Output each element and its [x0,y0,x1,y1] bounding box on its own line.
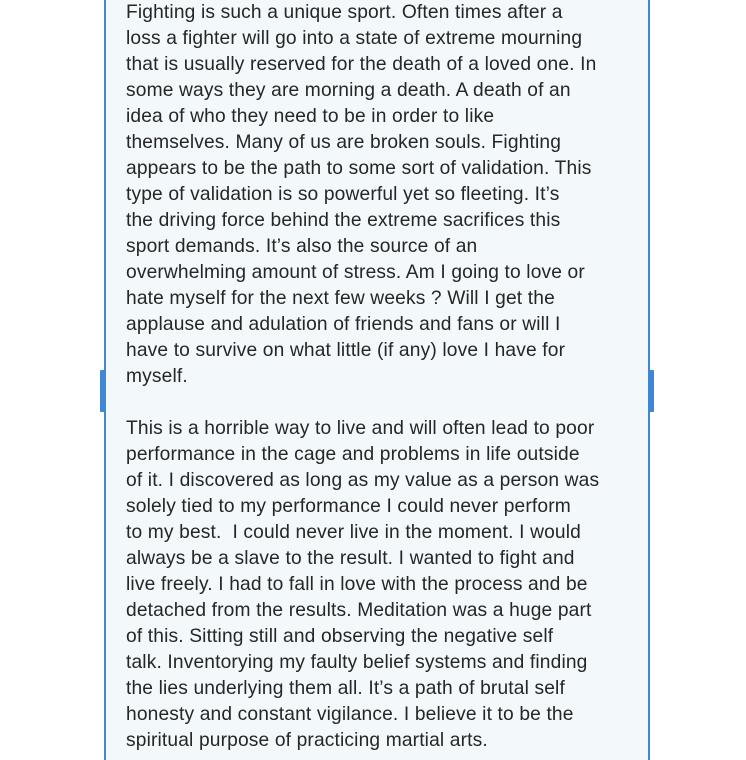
paragraph-2 [126,416,646,754]
text-line: solely tied to my performance I could never perform [126,496,571,517]
text-line: of this. Sitting still and observing the negative self [126,626,554,647]
text-line: spiritual purpose of practicing martial arts. [126,730,488,751]
text-line: the driving force behind the extreme sacrifices this [126,210,561,231]
text-line: hate myself for the next few weeks ? Will I get the [126,288,555,309]
text-line: This is a horrible way to live and will often lead to poor [126,418,595,439]
text-line: idea of who they need to be in order to like [126,106,495,127]
text-line: the lies underlying them all. It’s a path of brutal self [126,678,565,699]
text-line: detached from the results. Meditation was a huge part [126,600,592,621]
text-line: have to survive on what little (if any) love I have for [126,340,566,361]
text-line: myself. [126,366,188,387]
note-text[interactable] [126,0,646,754]
text-line: themselves. Many of us are broken souls. Fighting [126,132,562,153]
text-line: talk. Inventorying my faulty belief systems and finding [126,652,588,673]
text-line: performance in the cage and problems in life outside [126,444,580,465]
text-line: loss a fighter will go into a state of extreme mourning [126,28,583,49]
text-line: some ways they are morning a death. A death of an [126,80,571,101]
text-line: of it. I discovered as long as my value as a person was [126,470,600,491]
paragraph-spacer [126,390,646,416]
paragraph-1 [126,0,646,390]
text-line: overwhelming amount of stress. Am I going to love or [126,262,585,283]
text-line: live freely. I had to fall in love with the process and be [126,574,588,595]
text-line: sport demands. It’s also the source of an [126,236,478,257]
text-line: applause and adulation of friends and fans or will I [126,314,561,335]
text-line: Fighting is such a unique sport. Often times after a [126,2,563,23]
text-line: always be a slave to the result. I wanted to fight and [126,548,575,569]
text-line: that is usually reserved for the death of a loved one. In [126,54,597,75]
right-resize-handle[interactable] [648,370,654,412]
left-resize-handle[interactable] [100,370,106,412]
text-editor-box[interactable] [104,0,650,760]
text-line: to my best. I could never live in the moment. I would [126,522,581,543]
text-line: honesty and constant vigilance. I believe it to be the [126,704,574,725]
text-line: type of validation is so powerful yet so fleeting. It’s [126,184,560,205]
text-line: appears to be the path to some sort of validation. This [126,158,592,179]
